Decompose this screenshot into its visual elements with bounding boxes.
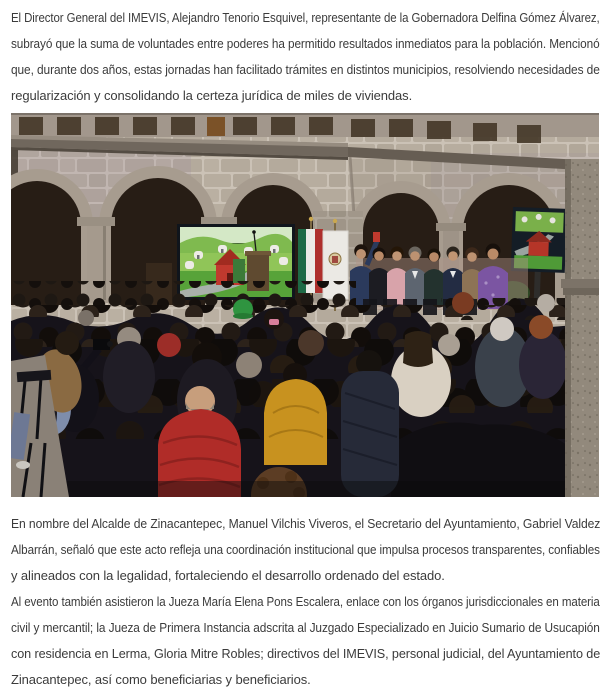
paragraph-1-line-3: que, durante dos años, estas jornadas han facilitado trámites en distintos municipios, resolviendo necesidades de xyxy=(11,62,600,77)
event-photo xyxy=(11,113,599,497)
paragraph-2-line-1: En nombre del Alcalde de Zinacantepec, Manuel Vilchis Viveros, el Secretario del Ayuntamiento, Gabriel Valdez xyxy=(11,516,601,531)
paragraph-2-line-2: Albarrán, señaló que este acto refleja una coordinación institucional que impulsa procesos transparentes, confiables xyxy=(11,542,600,557)
paragraph-3-line-3: con residencia en Lerma, Gloria Mitre Robles; directivos del IMEVIS, personal judicial, del Ayuntamiento de xyxy=(11,646,601,661)
paragraph-3-line-4: Zinacantepec, así como beneficiarias y beneficiarios. xyxy=(11,672,311,687)
paragraph-1-line-2: subrayó que la suma de voluntades entre poderes ha permitido resultados inmediatos para la población. Mencionó xyxy=(11,36,600,51)
paragraph-1-line-1: El Director General del IMEVIS, Alejandro Tenorio Esquivel, representante de la Gobernadora Delfina Gómez Álvarez, xyxy=(11,10,600,25)
paragraph-2-line-3: y alineados con la legalidad, fortaleciendo el desarrollo ordenado del estado. xyxy=(11,568,445,583)
paragraph-3 xyxy=(11,589,600,693)
paragraph-1-line-4: regularización y consolidando la certeza jurídica de miles de viviendas. xyxy=(11,88,413,103)
paragraph-2 xyxy=(11,511,600,589)
paragraph-3-line-2: civil y mercantil; la Jueza de Primera Instancia adscrita al Juzgado Especializado en Juicio Sumario de Usucapión xyxy=(11,620,600,635)
audience-crowd xyxy=(11,281,599,497)
foreground-pier xyxy=(561,159,599,497)
paragraph-3-line-1: Al evento también asistieron la Jueza María Elena Pons Escalera, enlace con los órganos jurisdiccionales en materia xyxy=(11,594,600,609)
paragraph-1 xyxy=(11,5,600,109)
